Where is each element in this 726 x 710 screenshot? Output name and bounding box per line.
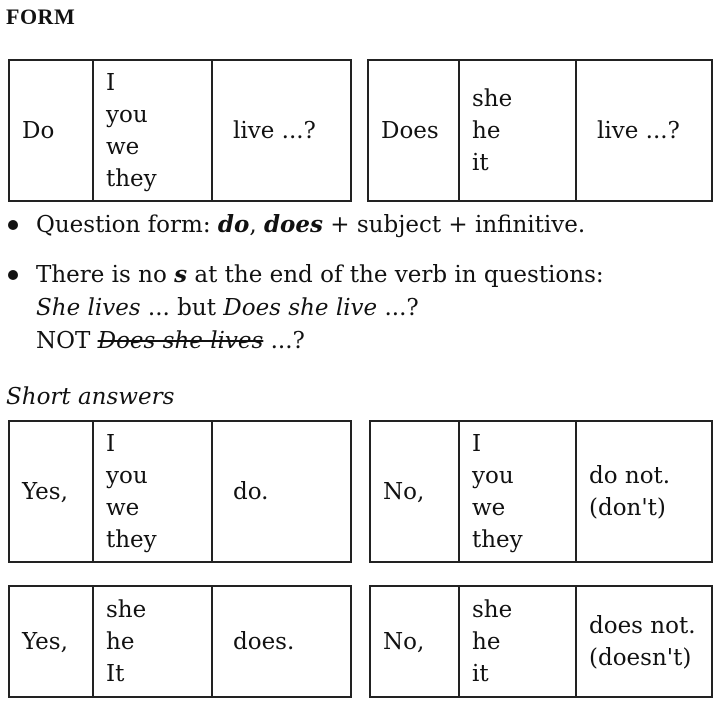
subject: he xyxy=(472,628,501,655)
aux-cell: Do xyxy=(9,60,93,201)
bullet-line-2: She lives ... but Does she live ...? xyxy=(36,295,419,321)
bullet-question-form xyxy=(8,208,708,242)
bullet-dot xyxy=(8,270,18,280)
subject: they xyxy=(106,165,157,192)
subject-cell xyxy=(93,421,212,562)
form-heading: FORM xyxy=(6,4,76,29)
bullet-line-1: There is no s at the end of the verb in questions: xyxy=(36,261,604,288)
subject-cell xyxy=(93,60,212,201)
subject: it xyxy=(472,660,489,687)
subject: she xyxy=(106,596,147,623)
bullet-line-3: NOT Does she lives ...? xyxy=(36,328,305,354)
subject: I xyxy=(106,430,116,457)
subject: I xyxy=(472,430,482,457)
verb-cell xyxy=(576,421,712,562)
answer-table-no-singular xyxy=(369,585,713,698)
subject-cell xyxy=(459,421,576,562)
subject-cell xyxy=(93,586,212,697)
subject-cell xyxy=(459,60,576,201)
subject-cell xyxy=(459,586,576,697)
subject: he xyxy=(472,117,501,144)
subject: they xyxy=(472,526,523,553)
verb-cell: does. xyxy=(233,628,295,655)
bullet-text: Question form: do, does + subject + infinitive. xyxy=(36,211,586,238)
bullet-dot xyxy=(8,220,18,230)
subject: it xyxy=(472,149,489,176)
subject: you xyxy=(106,462,148,489)
bullet-no-s xyxy=(8,258,708,358)
subject: she xyxy=(472,85,513,112)
verb-cell xyxy=(576,586,712,697)
verb-line: (doesn't) xyxy=(589,644,692,671)
lead-cell: No, xyxy=(370,421,459,562)
verb-line: (don't) xyxy=(589,494,666,521)
lead-cell: Yes, xyxy=(9,421,93,562)
answer-table-yes-singular xyxy=(8,585,352,698)
verb-cell: live ...? xyxy=(597,117,680,144)
subject: I xyxy=(106,69,116,96)
question-table-plural xyxy=(8,59,352,202)
subject: we xyxy=(472,494,506,521)
subject: we xyxy=(106,133,140,160)
subject: we xyxy=(106,494,140,521)
subject: you xyxy=(472,462,514,489)
answer-table-no-plural xyxy=(369,420,713,563)
short-answers-title: Short answers xyxy=(6,384,175,410)
aux-cell: Does xyxy=(368,60,459,201)
verb-cell: do. xyxy=(233,478,269,505)
question-table-singular xyxy=(367,59,713,202)
verb-cell: live ...? xyxy=(233,117,316,144)
verb-line: do not. xyxy=(589,462,671,489)
answer-table-yes-plural xyxy=(8,420,352,563)
lead-cell: No, xyxy=(370,586,459,697)
subject: they xyxy=(106,526,157,553)
subject: she xyxy=(472,596,513,623)
lead-cell: Yes, xyxy=(9,586,93,697)
verb-line: does not. xyxy=(589,612,696,639)
subject: he xyxy=(106,628,135,655)
subject: you xyxy=(106,101,148,128)
subject: It xyxy=(106,660,125,687)
